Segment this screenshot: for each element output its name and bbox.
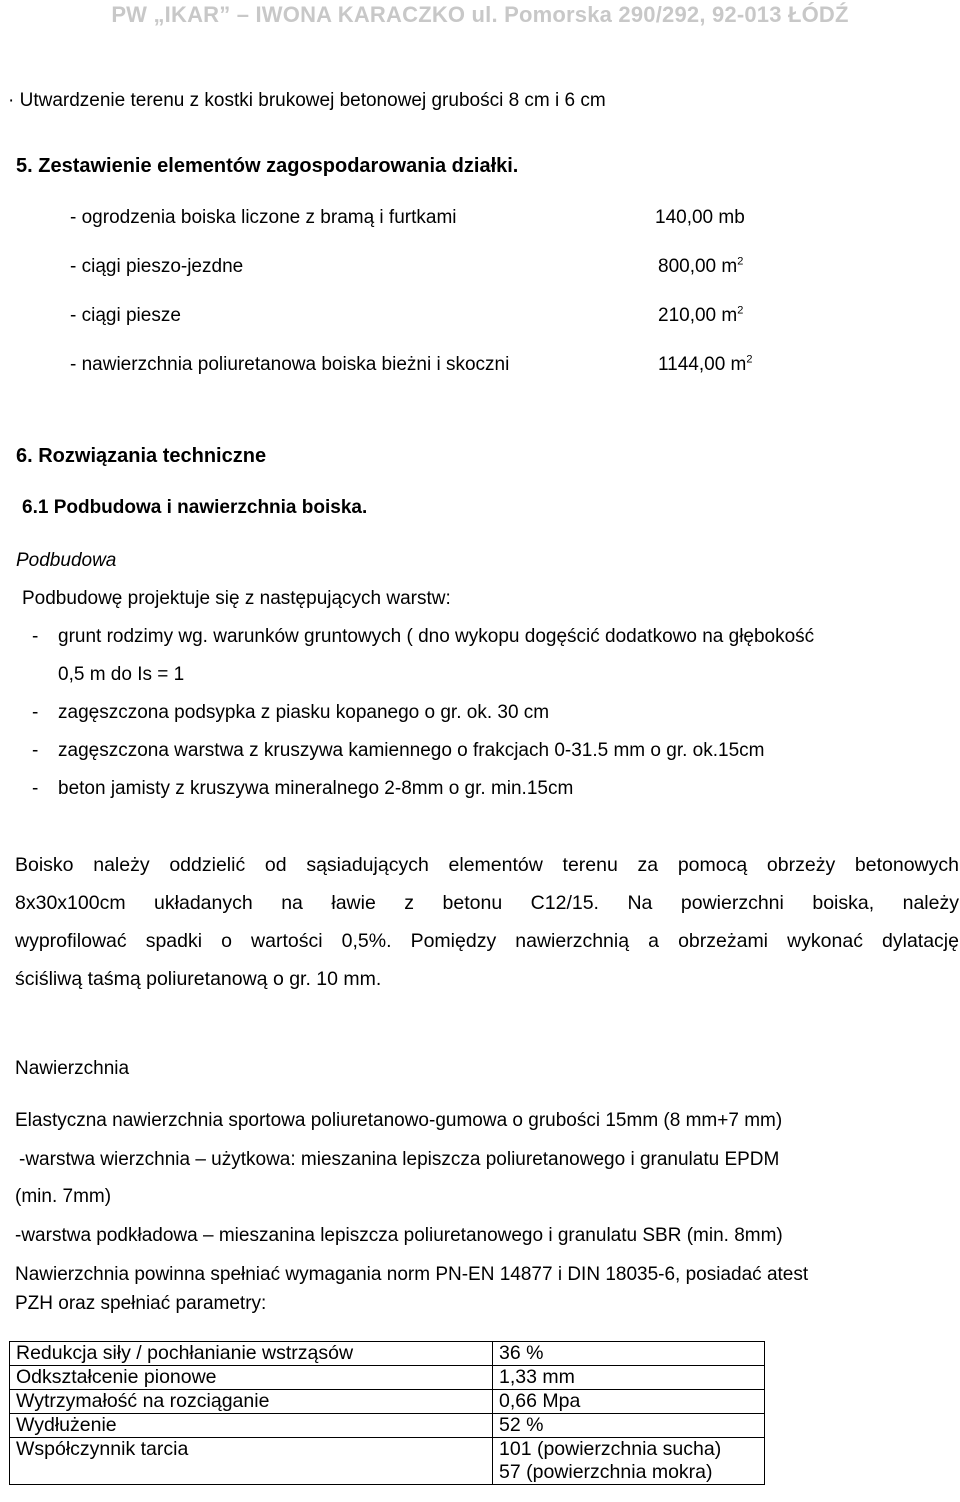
param-value: 1,33 mm — [493, 1366, 765, 1390]
layer-text: zagęszczona podsypka z piasku kopanego o gr. ok. 30 cm — [58, 702, 550, 723]
param-value-secondary: 57 (powierzchnia mokra) — [499, 1461, 713, 1483]
item-label: - ciągi piesze — [70, 305, 181, 326]
nawierzchnia-line: -warstwa podkładowa – mieszanina lepiszcza poliuretanowego i granulatu SBR (min. 8mm) — [15, 1225, 783, 1246]
nawierzchnia-line: Nawierzchnia powinna spełniać wymagania norm PN-EN 14877 i DIN 18035-6, posiadać atest — [15, 1264, 809, 1285]
parameters-table — [9, 1341, 765, 1485]
param-value: 101 (powierzchnia sucha) — [499, 1438, 722, 1460]
podbudowa-heading: Podbudowa — [16, 550, 117, 571]
item-label: - ogrodzenia boiska liczone z bramą i furtkami — [70, 207, 457, 228]
podbudowa-intro: Podbudowę projektuje się z następujących warstw: — [22, 588, 451, 609]
table-row — [10, 1342, 765, 1366]
param-name: Wydłużenie — [10, 1414, 493, 1438]
boisko-paragraph-line: 8x30x100cm układanych na ławie z betonu C12/15. Na powierzchni boiska, należy — [15, 892, 959, 914]
param-value: 36 % — [493, 1342, 765, 1366]
layer-text: beton jamisty z kruszywa mineralnego 2-8mm o gr. min.15cm — [58, 778, 574, 799]
boisko-paragraph-line: Boisko należy oddzielić od sąsiadujących elementów terenu za pomocą obrzeży betonowych — [15, 854, 959, 876]
layer-dash: - — [32, 626, 39, 647]
layer-text: zagęszczona warstwa z kruszywa kamiennego o frakcjach 0-31.5 mm o gr. ok.15cm — [58, 740, 765, 761]
layer-text: 0,5 m do Is = 1 — [58, 664, 185, 685]
table-row — [10, 1438, 765, 1485]
table-row — [10, 1366, 765, 1390]
param-name: Redukcja siły / pochłanianie wstrząsów — [10, 1342, 493, 1366]
section5-title: 5. Zestawienie elementów zagospodarowania działki. — [16, 155, 519, 177]
param-name: Odkształcenie pionowe — [10, 1366, 493, 1390]
nawierzchnia-line: Elastyczna nawierzchnia sportowa poliuretanowo-gumowa o grubości 15mm (8 mm+7 mm) — [15, 1110, 783, 1131]
boisko-paragraph-line: ściśliwą taśmą poliuretanową o gr. 10 mm. — [15, 968, 382, 990]
nawierzchnia-line: -warstwa wierzchnia – użytkowa: mieszanina lepiszcza poliuretanowego i granulatu EPDM — [19, 1149, 780, 1170]
item-value: 1144,00 $m^2$ — [658, 353, 753, 375]
section6-title: 6. Rozwiązania techniczne — [16, 445, 267, 467]
boisko-paragraph-line: wyprofilować spadki o wartości 0,5%. Pomiędzy nawierzchnią a obrzeżami wykonać dylatację — [15, 930, 959, 952]
param-value-cell — [493, 1438, 765, 1485]
item-value: 800,00 $m^2$ — [658, 255, 744, 277]
table-row — [10, 1414, 765, 1438]
layer-text: grunt rodzimy wg. warunków gruntowych ( dno wykopu dogęścić dodatkowo na głębokość — [58, 626, 815, 647]
intro-line: · Utwardzenie terenu z kostki brukowej betonowej grubości 8 cm i 6 cm — [8, 90, 606, 111]
section6-subtitle: 6.1 Podbudowa i nawierzchnia boiska. — [22, 497, 368, 518]
item-value: 210,00 $m^2$ — [658, 304, 744, 326]
param-name: Wytrzymałość na rozciąganie — [10, 1390, 493, 1414]
nawierzchnia-line: (min. 7mm) — [15, 1186, 112, 1207]
param-name: Współczynnik tarcia — [10, 1438, 493, 1485]
layer-dash: - — [32, 778, 39, 799]
nawierzchnia-line: PZH oraz spełniać parametry: — [15, 1293, 267, 1314]
param-value: 0,66 Mpa — [493, 1390, 765, 1414]
item-label: - nawierzchnia poliuretanowa boiska bieżni i skoczni — [70, 354, 510, 375]
nawierzchnia-heading: Nawierzchnia — [15, 1058, 130, 1079]
param-value: 52 % — [493, 1414, 765, 1438]
layer-dash: - — [32, 740, 39, 761]
layer-dash: - — [32, 702, 39, 723]
table-row — [10, 1390, 765, 1414]
item-value: 140,00 mb — [655, 207, 745, 228]
page-header: PW „IKAR” – IWONA KARACZKO ul. Pomorska 290/292, 92-013 ŁÓDŹ — [111, 2, 849, 27]
item-label: - ciągi pieszo-jezdne — [70, 256, 244, 277]
